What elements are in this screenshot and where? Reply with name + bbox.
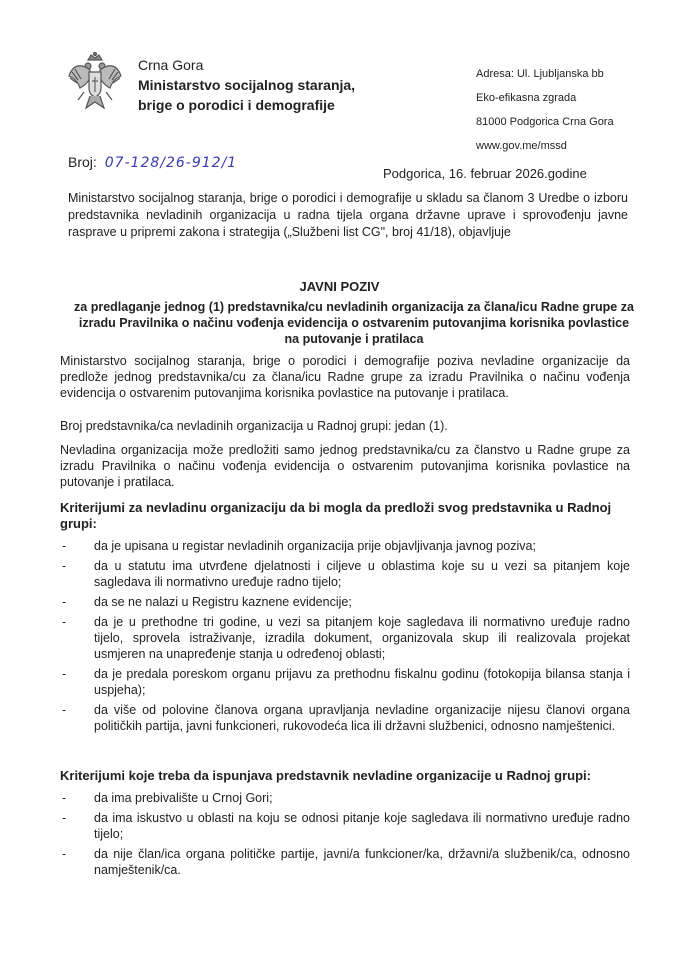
country-name: Crna Gora — [138, 57, 204, 73]
intro-paragraph: Ministarstvo socijalnog staranja, brige o porodici i demografije u skladu sa članom 3 Uredbe o izboru predstavnika nevladinih organizacija u radna tijela organa državne uprave i sprovođenju javne rasprave u pripremi zakona i strategija („Službeni list CG", broj 41/18), objavljuje — [68, 191, 628, 239]
list-item: - da u statutu ima utvrđene djelatnosti i ciljeve u oblastima koje su u vezi sa pitanjem koje sagledava ili normativno uređuje radno tijelo; — [62, 559, 630, 589]
criteria-rep-list — [60, 790, 630, 882]
list-item: - da ima prebivalište u Crnoj Gori; — [62, 791, 273, 805]
address-city: 81000 Podgorica Crna Gora — [476, 116, 614, 128]
list-item: - da je predala poreskom organu prijavu za prethodnu fiskalnu godinu (fotokopija bilansa stanja i uspjeha); — [62, 667, 630, 697]
document-subject: za predlaganje jednog (1) predstavnika/cu nevladinih organizacija za člana/icu Radne grupe za izradu Pravilnika o načinu vođenja evidencija o ostvarenim putovanjima korisnika povlastice na putovanje i pratilaca — [74, 300, 634, 346]
reference-handwritten-value: 07-128/26-912/1 — [104, 155, 238, 171]
reference-label: Broj: — [68, 154, 97, 170]
paragraph-member-count: Broj predstavnika/ca nevladinih organizacija u Radnoj grupi: jedan (1). — [60, 419, 448, 433]
criteria-rep-heading: Kriterijumi koje treba da ispunjava predstavnik nevladine organizacije u Radnoj grupi: — [60, 768, 591, 783]
paragraph-invitation: Ministarstvo socijalnog staranja, brige o porodici i demografije poziva nevladine organizacije da predlože jednog predstavnika/cu za člana/icu Radne grupe za izradu Pravilnika o načinu vođenja evidencija o ostvarenim putovanjima korisnika povlastice na putovanje i pratilaca. — [60, 354, 630, 400]
list-item: - da je u prethodne tri godine, u vezi sa pitanjem koje sagledava ili normativno uređuje radno tijelo, sprovela istraživanje, izradila dokument, organizovala skup ili realizovala projekat usmjeren na unapređenje stanja u određenoj oblasti; — [62, 615, 630, 661]
list-item: - da nije član/ica organa političke partije, javni/a funkcioner/ka, državni/a službenik/ca, odnosno namještenik/ca. — [62, 847, 630, 877]
address-block — [476, 62, 614, 158]
coat-of-arms-icon — [66, 52, 124, 114]
ministry-name-line2: brige o porodici i demografije — [138, 97, 335, 113]
list-item: - da ima iskustvo u oblasti na koju se odnosi pitanje koje sagledava ili normativno uređuje radno tijelo; — [62, 811, 630, 841]
address-building: Eko-efikasna zgrada — [476, 92, 577, 104]
document-title: JAVNI POZIV — [299, 279, 380, 294]
address-website: www.gov.me/mssd — [476, 140, 567, 152]
ministry-name-line1: Ministarstvo socijalnog staranja, — [138, 77, 356, 93]
criteria-org-heading: Kriterijumi za nevladinu organizaciju da bi mogla da predloži svog predstavnika u Radnoj grupi: — [60, 500, 612, 531]
list-item: - da je upisana u registar nevladinih organizacija prije objavljivanja javnog poziva; — [62, 539, 536, 553]
criteria-org-list — [60, 538, 630, 738]
list-item: - da više od polovine članova organa upravljanja nevladine organizacije nijesu članovi organa političkih partija, javni funkcioneri, rukovodeća lica ili državni službenici, odnosno namještenici. — [62, 703, 630, 733]
document-date: Podgorica, 16. februar 2026.godine — [383, 166, 587, 181]
reference-number — [68, 154, 237, 171]
ministry-header — [138, 55, 355, 115]
address-street: Adresa: Ul. Ljubljanska bb — [476, 68, 604, 80]
list-item: - da se ne nalazi u Registru kaznene evidencije; — [62, 595, 352, 609]
paragraph-one-nominee: Nevladina organizacija može predložiti samo jednog predstavnika/cu za članstvo u Radne grupe za izradu Pravilnika o načinu vođenja evidencija o ostvarenim putovanjima korisnika povlastice na putovanje i pratilaca. — [60, 443, 630, 489]
